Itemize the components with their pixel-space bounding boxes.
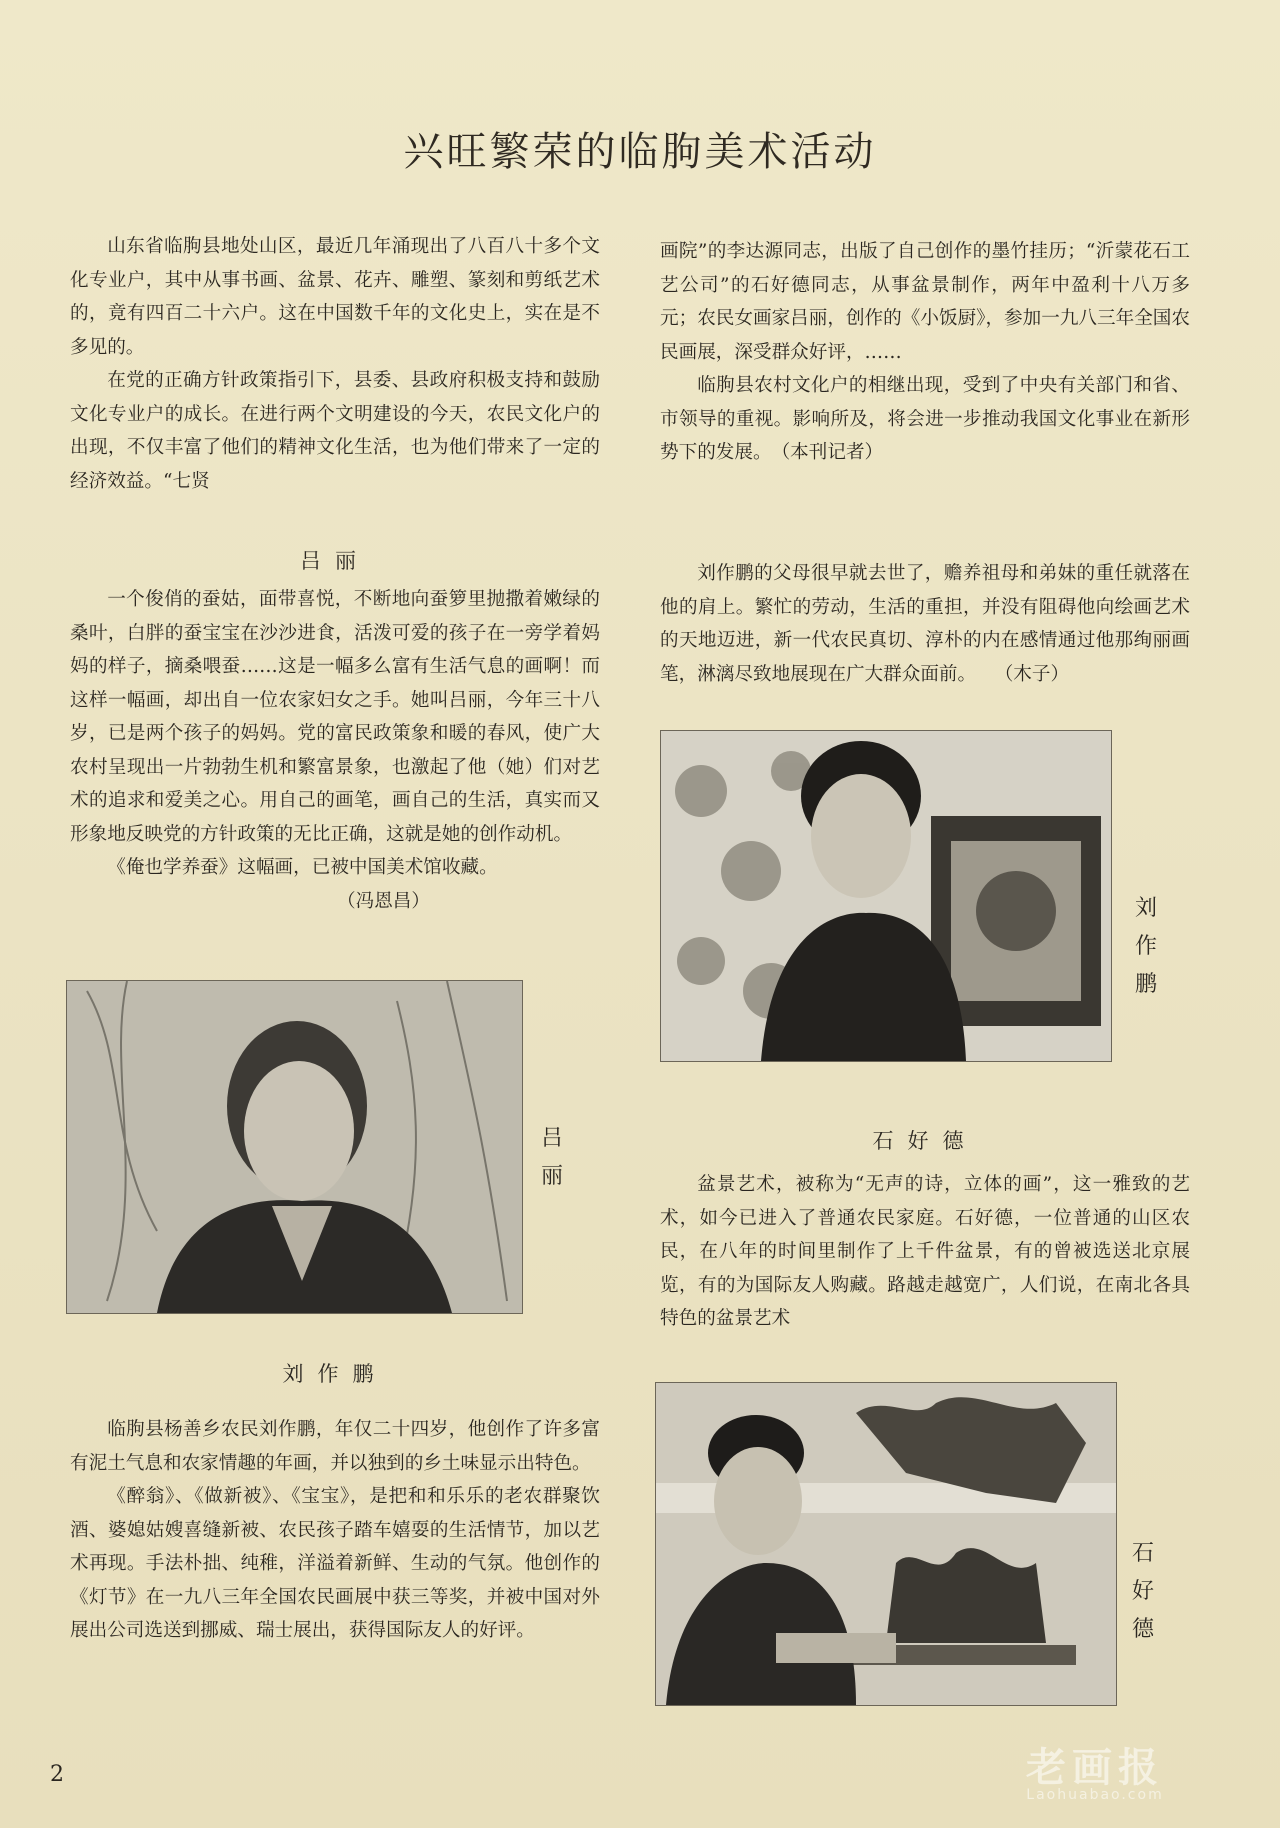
liu-article: [70, 1413, 600, 1648]
lvli-portrait-image: [67, 981, 522, 1313]
page-number: 2: [50, 1762, 64, 1787]
section-heading-liu: 刘作鹏: [282, 1362, 388, 1386]
intro-right-column: [660, 235, 1190, 470]
lvli-portrait-photo: [66, 980, 523, 1314]
watermark-text: 老画报: [1026, 1745, 1164, 1791]
liu-text: 刘作鹏的父母很早就去世了，赡养祖母和弟妹的重任就落在他的肩上。繁忙的劳动，生活的重担，并没有阻碍他向绘画艺术的天地迈进，新一代农民真切、淳朴的内在感情通过他那绚丽画笔，淋漓尽致地展现在广大群众面前。: [660, 563, 1190, 685]
lvli-byline: （冯恩昌）: [337, 890, 430, 912]
section-heading-shi: 石好德: [872, 1129, 978, 1153]
liu-portrait-photo: [660, 730, 1112, 1062]
intro-byline: （本刊记者）: [780, 442, 884, 463]
section-heading-lvli: 吕丽: [300, 549, 370, 573]
watermark-url: Laohuabao.com: [1026, 1787, 1164, 1803]
liu-byline: （木子）: [1004, 663, 1070, 685]
shi-article: [660, 1168, 1190, 1336]
article-title: 兴旺繁荣的临朐美术活动: [403, 129, 877, 175]
liu-paragraph: 临朐县杨善乡农民刘作鹏，年仅二十四岁，他创作了许多富有泥土气息和农家情趣的年画，并以独到的乡土味显示出特色。: [70, 1419, 600, 1474]
intro-left-column: [70, 230, 600, 498]
lvli-article: [70, 583, 600, 918]
shi-portrait-photo: [655, 1382, 1117, 1706]
intro-paragraph: 在党的正确方针政策指引下，县委、县政府积极支持和鼓励文化专业户的成长。在进行两个文明建设的今天，农民文化户的出现，不仅丰富了他们的精神文化生活，也为他们带来了一定的经济效益。“七贤: [70, 370, 600, 492]
shi-paragraph: 盆景艺术，被称为“无声的诗，立体的画”，这一雅致的艺术，如今已进入了普通农民家庭。石好德，一位普通的山区农民，在八年的时间里制作了上千件盆景，有的曾被选送北京展览，有的为国际友人购藏。路越走越宽广，人们说，在南北各具特色的盆景艺术: [660, 1174, 1190, 1329]
shi-photo-caption: 石好德: [1131, 1541, 1154, 1642]
liu-continuation: [660, 557, 1190, 691]
intro-paragraph: 山东省临朐县地处山区，最近几年涌现出了八百八十多个文化专业户，其中从事书画、盆景、花卉、雕塑、篆刻和剪纸艺术的，竟有四百二十六户。这在中国数千年的文化史上，实在是不多见的。: [70, 236, 600, 358]
liu-paragraph: [660, 557, 1190, 691]
shi-portrait-image: [656, 1383, 1116, 1705]
intro-paragraph: 画院”的李达源同志，出版了自己创作的墨竹挂历；“沂蒙花石工艺公司”的石好德同志，从事盆景制作，两年中盈利十八万多元；农民女画家吕丽，创作的《小饭厨》，参加一九八三年全国农民画展，深受群众好评，……: [660, 241, 1190, 363]
watermark-logo: [960, 1736, 1230, 1806]
intro-text: 临朐县农村文化户的相继出现，受到了中央有关部门和省、市领导的重视。影响所及，将会进一步推动我国文化事业在新形势下的发展。: [660, 375, 1190, 463]
liu-portrait-image: [661, 731, 1111, 1061]
lvli-paragraph: 一个俊俏的蚕姑，面带喜悦，不断地向蚕箩里抛撒着嫩绿的桑叶，白胖的蚕宝宝在沙沙进食，活泼可爱的孩子在一旁学着妈妈的样子，摘桑喂蚕……这是一幅多么富有生活气息的画啊！而这样一幅画，却出自一位农家妇女之手。她叫吕丽，今年三十八岁，已是两个孩子的妈妈。党的富民政策象和暖的春风，使广大农村呈现出一片勃勃生机和繁富景象，也激起了他（她）们对艺术的追求和爱美之心。用自己的画笔，画自己的生活，真实而又形象地反映党的方针政策的无比正确，这就是她的创作动机。: [70, 589, 600, 845]
intro-paragraph: [660, 369, 1190, 470]
liu-photo-caption: 刘作鹏: [1134, 896, 1157, 997]
lvli-paragraph: 《俺也学养蚕》这幅画，已被中国美术馆收藏。: [107, 857, 498, 878]
lvli-photo-caption: 吕丽: [540, 1126, 563, 1189]
liu-paragraph: 《醉翁》、《做新被》、《宝宝》，是把和和乐乐的老农群聚饮酒、婆媳姑嫂喜缝新被、农民孩子踏车嬉耍的生活情节，加以艺术再现。手法朴拙、纯稚，洋溢着新鲜、生动的气氛。他创作的《灯节》在一九八三年全国农民画展中获三等奖，并被中国对外展出公司选送到挪威、瑞士展出，获得国际友人的好评。: [70, 1486, 600, 1641]
